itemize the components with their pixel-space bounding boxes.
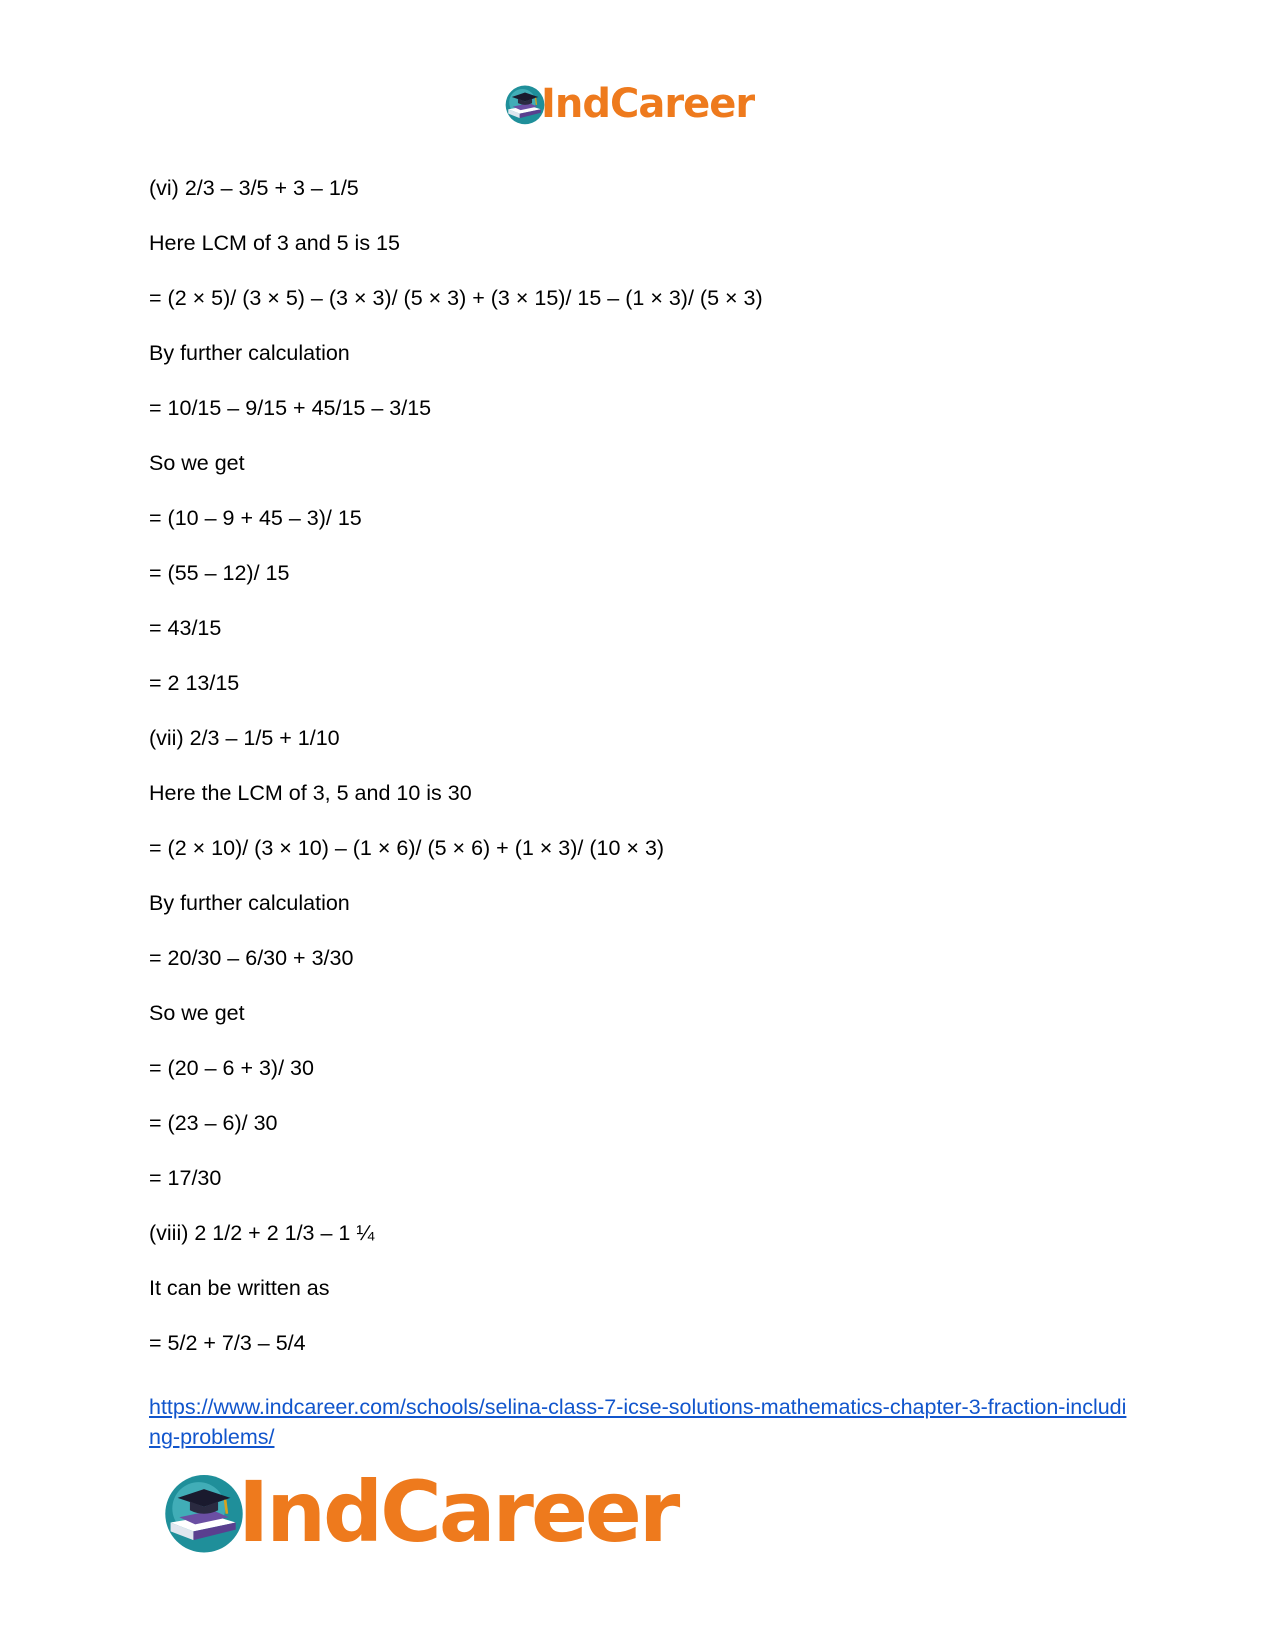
text-line: So we get — [149, 1001, 245, 1025]
text-line: = (10 – 9 + 45 – 3)/ 15 — [149, 506, 362, 530]
text-line: (vii) 2/3 – 1/5 + 1/10 — [149, 726, 340, 750]
text-line: = (20 – 6 + 3)/ 30 — [149, 1056, 314, 1080]
text-line: = (2 × 5)/ (3 × 5) – (3 × 3)/ (5 × 3) + (3 × 15)/ 15 – (1 × 3)/ (5 × 3) — [149, 286, 763, 310]
text-line: Here the LCM of 3, 5 and 10 is 30 — [149, 781, 472, 805]
graduation-book-icon — [160, 1468, 248, 1556]
text-line: = 5/2 + 7/3 – 5/4 — [149, 1331, 306, 1355]
source-link[interactable]: https://www.indcareer.com/schools/selina-class-7-icse-solutions-mathematics-chapter-3-fraction-including-problems/ — [149, 1395, 1127, 1449]
text-line: = 2 13/15 — [149, 671, 240, 695]
text-line: = (55 – 12)/ 15 — [149, 561, 290, 585]
logo-wordmark: IndCareer — [238, 1463, 678, 1561]
text-line: By further calculation — [149, 891, 350, 915]
text-line: (vi) 2/3 – 3/5 + 3 – 1/5 — [149, 176, 359, 200]
text-line: By further calculation — [149, 341, 350, 365]
text-line: So we get — [149, 451, 245, 475]
text-line: (viii) 2 1/2 + 2 1/3 – 1 ¼ — [149, 1221, 375, 1245]
text-line: = 43/15 — [149, 616, 222, 640]
text-line: = (23 – 6)/ 30 — [149, 1111, 278, 1135]
text-line: It can be written as — [149, 1276, 330, 1300]
document-body — [149, 176, 1129, 1386]
text-line: = 10/15 – 9/15 + 45/15 – 3/15 — [149, 396, 432, 420]
footer-logo — [160, 1460, 677, 1564]
text-line: Here LCM of 3 and 5 is 15 — [149, 231, 400, 255]
text-line: = 20/30 – 6/30 + 3/30 — [149, 946, 354, 970]
logo-wordmark: IndCareer — [541, 81, 755, 127]
text-line: = (2 × 10)/ (3 × 10) – (1 × 6)/ (5 × 6) + (1 × 3)/ (10 × 3) — [149, 836, 665, 860]
header-logo — [503, 78, 754, 130]
text-line: = 17/30 — [149, 1166, 222, 1190]
